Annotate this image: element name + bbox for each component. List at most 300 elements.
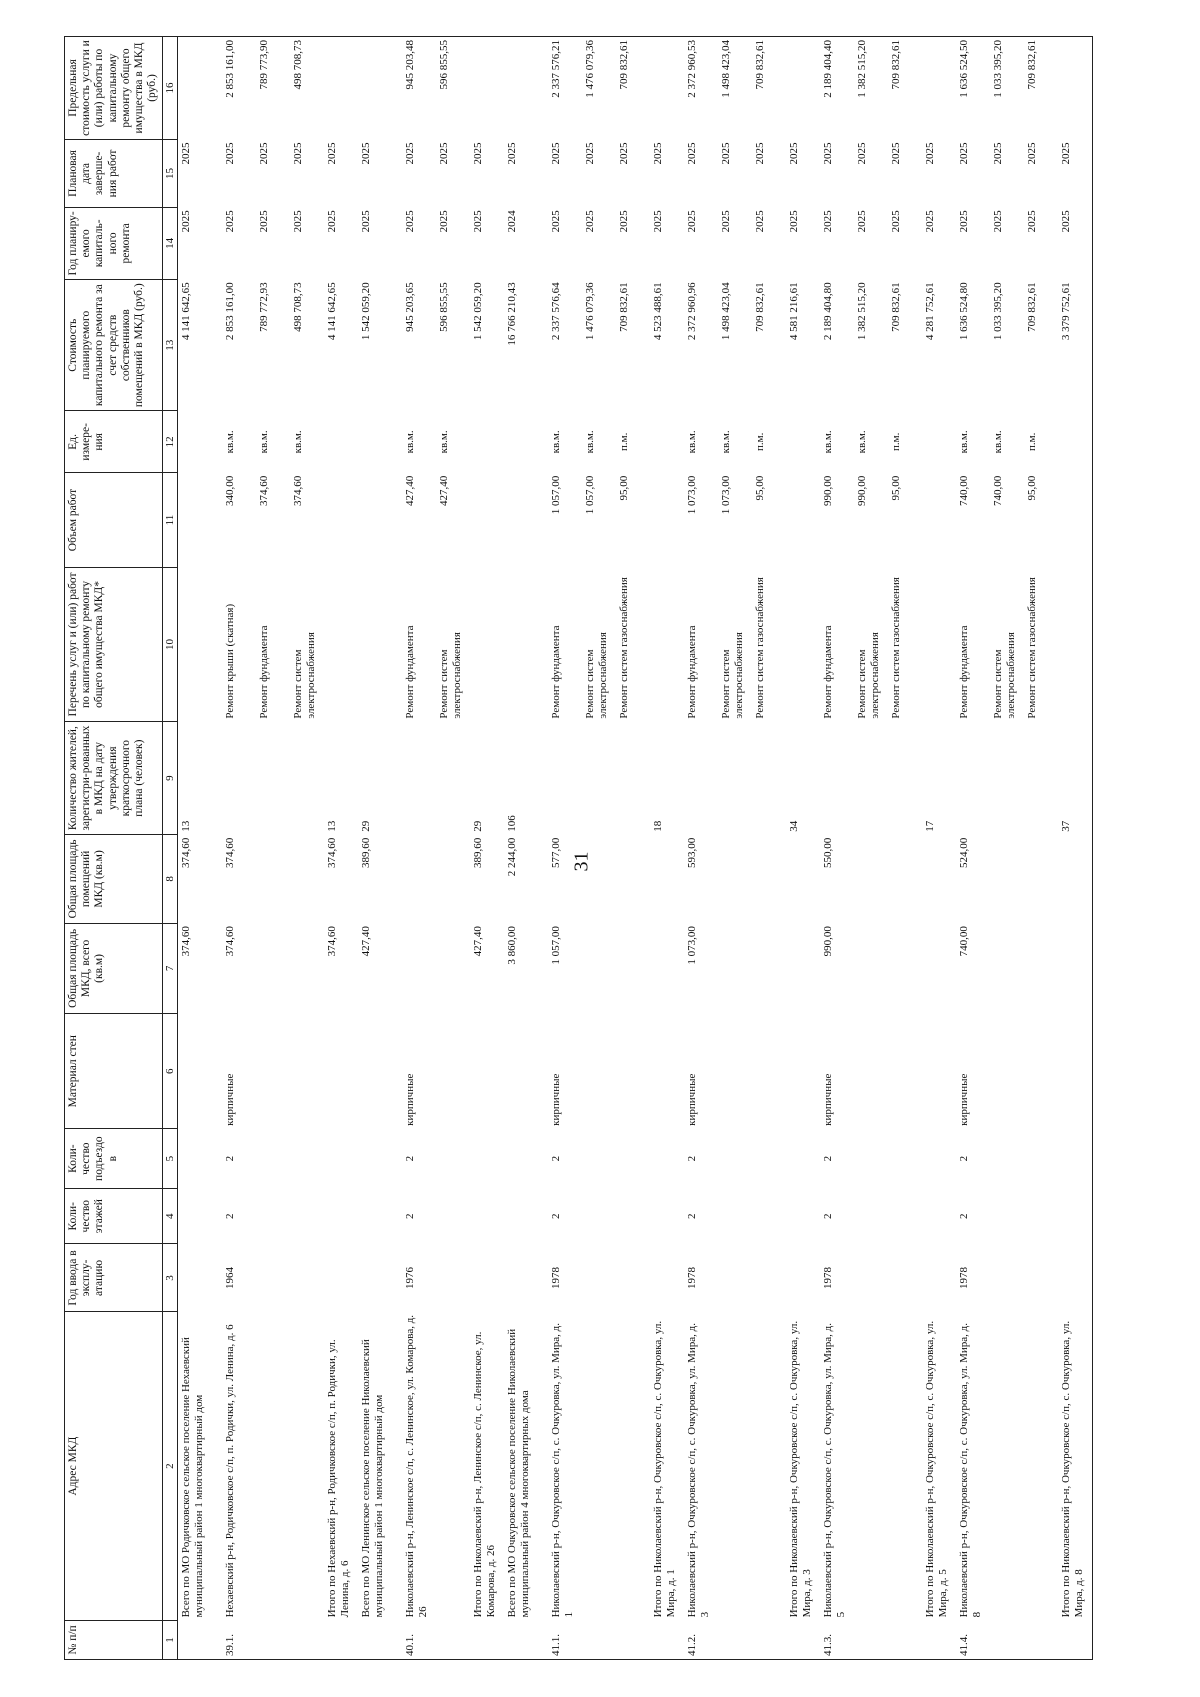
floors-cell [854,1188,888,1244]
wall-material-cell: кирпичные [958,1073,971,1126]
unit-cell: кв.м. [224,430,237,454]
limit-cost-cell: 498 708,73 [290,37,324,140]
column-header: Коли-чество подъездо в [65,1129,163,1189]
completion-year-cell: 2025 [652,142,665,165]
residents-cell: 37 [1058,722,1093,835]
total-area-cell: 740,00 [958,926,971,957]
total-area-cell [256,923,290,1014]
floors-cell [922,1188,956,1244]
cost-cell: 16 766 210,43 [506,282,519,346]
cost-cell: 2 372 960,96 [686,282,699,341]
cost-cell: 498 708,73 [292,282,305,332]
floors-cell [504,1188,548,1244]
premises-area-cell: 389,60 [360,837,373,868]
entrances-cell: 2 [686,1155,699,1162]
wall-material-cell [922,1014,956,1129]
limit-cost-cell [470,37,504,140]
limit-cost-cell: 2 189 404,40 [820,37,854,140]
premises-area-cell [854,835,888,923]
unit-cell: п.м. [618,432,631,452]
limit-cost-cell: 709 832,61 [1024,37,1058,140]
unit-cell [324,411,358,473]
total-area-cell [616,923,650,1014]
total-area-cell [922,923,956,1014]
cost-cell: 1 542 059,20 [360,282,373,341]
completion-year-cell: 2025 [1058,140,1093,208]
column-number: 3 [162,1244,178,1312]
column-number: 4 [162,1188,178,1244]
wall-material-cell [358,1014,402,1129]
wall-material-cell: кирпичные [686,1073,699,1126]
entrances-cell [256,1129,290,1189]
column-number: 11 [162,473,178,568]
column-header: Плановая дата заверше-ния работ [65,140,163,208]
entrances-cell [504,1129,548,1189]
repair-year-cell: 2024 [506,210,519,233]
premises-area-cell [436,835,470,923]
cost-cell: 1 542 059,20 [472,282,485,341]
unit-cell: кв.м. [404,430,417,454]
table-row [290,37,324,1660]
wall-material-cell [1024,1014,1058,1129]
completion-year-cell: 2025 [958,142,971,165]
completion-year-cell: 2025 [720,142,733,165]
volume-cell [1058,473,1093,568]
repair-year-cell: 2025 [326,210,339,233]
address-cell: Итого по Николаевский р-н, Очкуровское с/п, с. Очкуровка, ул. Мира, д. 3 [788,1320,813,1618]
cost-cell: 596 855,55 [438,282,451,332]
year-cell: 1978 [822,1266,835,1289]
cost-cell: 1 476 079,36 [584,282,597,341]
residents-cell: 29 [360,820,373,832]
completion-year-cell: 2025 [404,142,417,165]
limit-cost-cell: 709 832,61 [888,37,922,140]
table-row [888,37,922,1660]
table-row [684,37,718,1660]
unit-cell: кв.м. [856,430,869,454]
total-area-cell [436,923,470,1014]
limit-cost-cell [922,37,956,140]
total-area-cell: 3 860,00 [506,926,519,965]
completion-year-cell: 2025 [924,142,937,165]
limit-cost-cell [650,37,684,140]
repair-plan-table [64,36,1093,1660]
volume-cell: 1 073,00 [720,475,733,515]
volume-cell: 374,60 [258,475,271,506]
wall-material-cell [650,1014,684,1129]
wall-material-cell: кирпичные [224,1073,237,1126]
residents-cell [290,722,324,835]
repair-year-cell: 2025 [720,210,733,233]
year-cell [178,1244,223,1312]
table-row [324,37,358,1660]
cost-cell: 2 189 404,80 [822,282,835,341]
floors-cell [718,1188,752,1244]
year-cell [324,1244,358,1312]
volume-cell: 340,00 [224,475,237,506]
total-area-cell [752,923,786,1014]
total-area-cell: 374,60 [224,926,237,957]
unit-cell: п.м. [890,432,903,452]
row-number [888,1620,922,1659]
repair-year-cell: 2025 [856,210,869,233]
cost-cell: 4 523 488,61 [652,282,665,341]
residents-cell [402,722,436,835]
table-row [402,37,436,1660]
completion-year-cell: 2025 [224,142,237,165]
unit-cell: кв.м. [438,430,451,454]
unit-cell [786,411,820,473]
premises-area-cell: 2 244,00 [506,837,519,877]
entrances-cell: 2 [822,1155,835,1162]
year-cell [616,1244,650,1312]
limit-cost-cell [324,37,358,140]
table-row [256,37,290,1660]
repair-year-cell: 2025 [472,210,485,233]
completion-year-cell: 2025 [506,142,519,165]
column-header: Количество жителей, зарегистри-рованных в МКД на дату утверждения краткосрочного плана (человек) [65,722,163,835]
volume-cell: 95,00 [1026,475,1039,501]
column-header: Общая площадь помещений МКД (кв.м) [65,835,163,923]
limit-cost-cell: 1 636 524,50 [956,37,990,140]
premises-area-cell [786,835,820,923]
limit-cost-cell [504,37,548,140]
column-header: Год ввода в эксплу-атацию [65,1244,163,1312]
unit-cell [470,411,504,473]
premises-area-cell [752,835,786,923]
volume-cell [922,473,956,568]
premises-area-cell [650,835,684,923]
table-row [436,37,470,1660]
premises-area-cell: 389,60 [472,837,485,868]
residents-cell: 17 [924,820,937,832]
completion-year-cell: 2025 [584,142,597,165]
repair-year-cell: 2025 [292,210,305,233]
unit-cell: кв.м. [292,430,305,454]
table-row [922,37,956,1660]
premises-area-cell: 577,00 [550,837,563,868]
floors-cell: 2 [822,1213,835,1219]
total-area-cell: 374,60 [180,926,193,957]
repair-year-cell: 2025 [822,210,835,233]
works-cell: Ремонт фундамента [550,625,563,719]
wall-material-cell [324,1014,358,1129]
floors-cell [888,1188,922,1244]
total-area-cell: 374,60 [326,926,339,957]
unit-cell: кв.м. [822,430,835,454]
table-body [178,37,1093,1660]
wall-material-cell [888,1014,922,1129]
residents-cell: 18 [652,820,665,832]
works-cell: Ремонт систем электроснабжения [584,632,609,719]
row-number [650,1620,684,1659]
table-row [650,37,684,1660]
row-number [990,1620,1024,1659]
residents-cell [256,722,290,835]
premises-area-cell [888,835,922,923]
works-cell: Ремонт систем газоснабжения [1026,577,1039,719]
repair-year-cell: 2025 [754,210,767,233]
year-cell: 1978 [958,1266,971,1289]
table-row [470,37,504,1660]
row-number [178,1620,223,1659]
row-number: 39.1. [222,1620,256,1659]
table-row [718,37,752,1660]
floors-cell [1058,1188,1093,1244]
row-number [752,1620,786,1659]
row-number [1058,1620,1093,1659]
works-cell: Ремонт фундамента [958,625,971,719]
table-row [990,37,1024,1660]
table-row [1024,37,1058,1660]
repair-year-cell: 2025 [1058,207,1093,279]
works-cell: Ремонт фундамента [822,625,835,719]
limit-cost-cell: 709 832,61 [616,37,650,140]
floors-cell [178,1188,223,1244]
completion-year-cell: 2025 [618,142,631,165]
table-row [616,37,650,1660]
residents-cell [436,722,470,835]
address-cell: Николаевский р-н, Очкуровское с/п, с. Очкуровка, ул. Мира, д. 1 [550,1323,575,1618]
column-number: 7 [162,923,178,1014]
column-number: 13 [162,279,178,411]
volume-cell [504,473,548,568]
completion-year-cell: 2025 [438,142,451,165]
year-cell: 1978 [550,1266,563,1289]
address-cell [616,1312,650,1621]
column-header: Общая площадь МКД, всего (кв.м) [65,923,163,1014]
volume-cell: 740,00 [992,475,1005,506]
works-cell [358,567,402,721]
unit-cell: кв.м. [958,430,971,454]
address-cell [854,1312,888,1621]
address-cell: Итого по Николаевский р-н, Очкуровское с/п, с. Очкуровка, ул. Мира, д. 1 [652,1320,677,1618]
row-number [470,1620,504,1659]
volume-cell [650,473,684,568]
floors-cell [616,1188,650,1244]
cost-cell: 709 832,61 [618,282,631,332]
limit-cost-cell: 2 853 161,00 [222,37,256,140]
address-cell: Николаевский р-н, Ленинское с/п, с. Ленинское, ул. Комарова, д. 26 [404,1314,429,1618]
column-header: Объем работ [65,473,163,568]
floors-cell [290,1188,324,1244]
address-cell [718,1312,752,1621]
table-row [548,37,582,1660]
works-cell: Ремонт крыши (скатная) [224,603,237,719]
wall-material-cell [470,1014,504,1129]
column-number: 1 [162,1620,178,1659]
cost-cell: 4 141 642,65 [326,282,339,341]
address-cell: Итого по Николаевский р-н, Очкуровское с/п, с. Очкуровка, ул. Мира, д. 5 [924,1320,949,1618]
unit-cell [1058,411,1093,473]
column-number-row [162,37,178,1660]
year-cell [1024,1244,1058,1312]
works-cell: Ремонт фундамента [258,625,271,719]
entrances-cell [718,1129,752,1189]
column-number: 16 [162,37,178,140]
column-header: Год планиру-емого капиталь-ного ремонта [65,207,163,279]
column-header: Ед. измере-ния [65,411,163,473]
repair-year-cell: 2025 [360,210,373,233]
residents-cell [854,722,888,835]
wall-material-cell [752,1014,786,1129]
total-area-cell [582,923,616,1014]
total-area-cell [650,923,684,1014]
premises-area-cell: 524,00 [958,837,971,868]
year-cell [854,1244,888,1312]
unit-cell: кв.м. [584,430,597,454]
residents-cell [548,722,582,835]
floors-cell: 2 [550,1213,563,1219]
table-row [1058,37,1093,1660]
total-area-cell: 1 073,00 [686,926,699,965]
row-number [290,1620,324,1659]
volume-cell [324,473,358,568]
repair-year-cell: 2025 [1026,210,1039,233]
row-number [504,1620,548,1659]
year-cell [786,1244,820,1312]
works-cell: Ремонт систем электроснабжения [292,632,317,719]
entrances-cell [358,1129,402,1189]
unit-cell: кв.м. [258,430,271,454]
address-cell: Всего по МО Ленинское сельское поселение Николаевский муниципальный район 1 многоквартирный дом [360,1339,385,1618]
address-cell [436,1312,470,1621]
column-header: Перечень услуг и (или) работ по капитальному ремонту общего имущества МКД* [65,567,163,721]
floors-cell [436,1188,470,1244]
total-area-cell [1058,923,1093,1014]
unit-cell [922,411,956,473]
row-number: 41.1. [548,1620,582,1659]
residents-cell: 13 [180,820,193,832]
repair-year-cell: 2025 [618,210,631,233]
entrances-cell [1058,1129,1093,1189]
column-number: 9 [162,722,178,835]
completion-year-cell: 2025 [754,142,767,165]
row-number [1024,1620,1058,1659]
entrances-cell: 2 [224,1155,237,1162]
limit-cost-cell: 709 832,61 [752,37,786,140]
row-number [324,1620,358,1659]
total-area-cell: 1 057,00 [550,926,563,965]
wall-material-cell [582,1014,616,1129]
year-cell [922,1244,956,1312]
residents-cell [956,722,990,835]
residents-cell [684,722,718,835]
entrances-cell [616,1129,650,1189]
volume-cell: 95,00 [754,475,767,501]
entrances-cell [324,1129,358,1189]
works-cell [786,567,820,721]
wall-material-cell [290,1014,324,1129]
cost-cell: 2 853 161,00 [224,282,237,341]
volume-cell: 374,60 [292,475,305,506]
volume-cell: 1 057,00 [584,475,597,515]
premises-area-cell [290,835,324,923]
completion-year-cell: 2025 [856,142,869,165]
works-cell: Ремонт систем электроснабжения [438,632,463,719]
entrances-cell [650,1129,684,1189]
total-area-cell: 990,00 [822,926,835,957]
cost-cell: 709 832,61 [890,282,903,332]
limit-cost-cell: 1 033 395,20 [990,37,1024,140]
year-cell [718,1244,752,1312]
volume-cell: 1 073,00 [686,475,699,515]
limit-cost-cell [1058,37,1093,140]
total-area-cell [718,923,752,1014]
table-row [358,37,402,1660]
column-header: № п/п [65,1620,163,1659]
residents-cell: 34 [788,820,801,832]
table-row [582,37,616,1660]
column-header: Предельная стоимость услуги и (или) работы по капитальному ремонту общего имущества в МКД (руб.) [65,37,163,140]
works-cell: Ремонт систем газоснабжения [754,577,767,719]
address-cell [256,1312,290,1621]
premises-area-cell: 374,60 [180,837,193,868]
address-cell: Николаевский р-н, Очкуровское с/п, с. Очкуровка, ул. Мира, д. 3 [686,1323,711,1618]
limit-cost-cell: 2 372 960,53 [684,37,718,140]
premises-area-cell [616,835,650,923]
limit-cost-cell [358,37,402,140]
repair-year-cell: 2025 [584,210,597,233]
address-cell [1024,1312,1058,1621]
wall-material-cell: кирпичные [550,1073,563,1126]
year-cell [470,1244,504,1312]
volume-cell: 990,00 [822,475,835,506]
limit-cost-cell: 945 203,48 [402,37,436,140]
header-row [65,37,163,1660]
floors-cell [324,1188,358,1244]
entrances-cell [990,1129,1024,1189]
repair-year-cell: 2025 [686,210,699,233]
row-number [616,1620,650,1659]
limit-cost-cell: 1 382 515,20 [854,37,888,140]
unit-cell: п.м. [754,432,767,452]
completion-year-cell: 2025 [686,142,699,165]
limit-cost-cell: 1 498 423,04 [718,37,752,140]
volume-cell: 990,00 [856,475,869,506]
limit-cost-cell [786,37,820,140]
works-cell: Ремонт систем газоснабжения [618,577,631,719]
address-cell: Николаевский р-н, Очкуровское с/п, с. Очкуровка, ул. Мира, д. 8 [958,1323,983,1618]
table-row [854,37,888,1660]
residents-cell [616,722,650,835]
floors-cell: 2 [958,1213,971,1219]
residents-cell [222,722,256,835]
works-cell: Ремонт фундамента [686,625,699,719]
total-area-cell [290,923,324,1014]
repair-year-cell: 2025 [992,210,1005,233]
address-cell: Всего по МО Родичковское сельское поселение Нехаевский муниципальный район 1 многоквартирный дом [180,1337,205,1618]
total-area-cell [1024,923,1058,1014]
table-row [752,37,786,1660]
entrances-cell [582,1129,616,1189]
year-cell [752,1244,786,1312]
column-number: 5 [162,1129,178,1189]
residents-cell: 29 [472,820,485,832]
cost-cell: 709 832,61 [1026,282,1039,332]
address-cell [290,1312,324,1621]
column-number: 10 [162,567,178,721]
completion-year-cell: 2025 [258,142,271,165]
floors-cell: 2 [224,1213,237,1219]
floors-cell: 2 [686,1213,699,1219]
cost-cell: 4 141 642,65 [180,282,193,341]
completion-year-cell: 2025 [788,142,801,165]
total-area-cell [402,923,436,1014]
rotated-table-container [64,36,1085,1660]
year-cell [436,1244,470,1312]
row-number [436,1620,470,1659]
